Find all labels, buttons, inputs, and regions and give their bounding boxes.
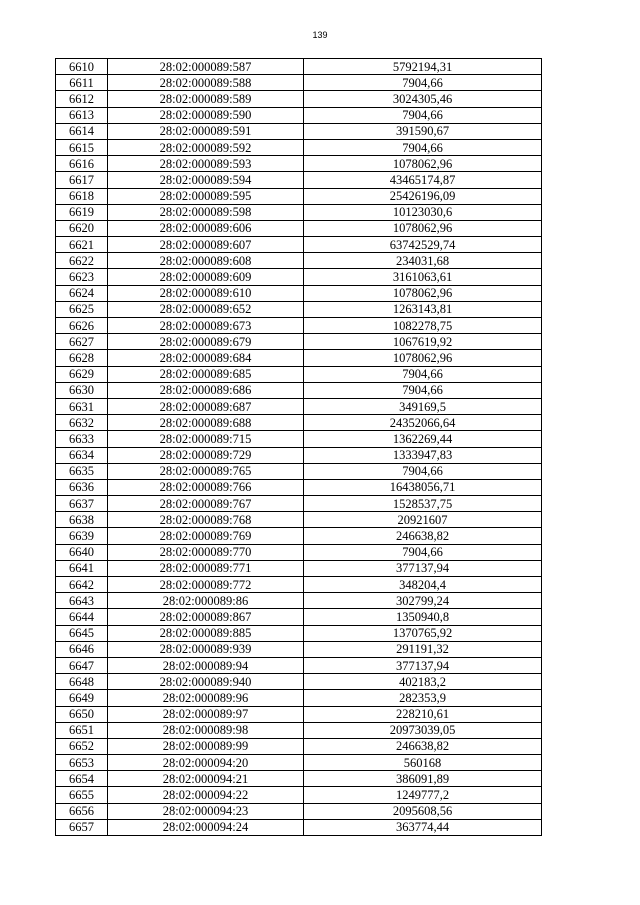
cadastral-number-cell: 28:02:000089:587 bbox=[108, 59, 304, 75]
table-row bbox=[56, 334, 542, 350]
row-number-cell: 6616 bbox=[56, 156, 108, 172]
cadastral-value-cell: 246638,82 bbox=[304, 738, 542, 754]
cadastral-number-cell: 28:02:000089:765 bbox=[108, 463, 304, 479]
cadastral-value-cell: 402183,2 bbox=[304, 674, 542, 690]
row-number-cell: 6613 bbox=[56, 107, 108, 123]
table-row bbox=[56, 593, 542, 609]
cadastral-value-cell: 1078062,96 bbox=[304, 285, 542, 301]
cadastral-number-cell: 28:02:000089:606 bbox=[108, 220, 304, 236]
cadastral-value-cell: 1263143,81 bbox=[304, 301, 542, 317]
cadastral-number-cell: 28:02:000089:940 bbox=[108, 674, 304, 690]
cadastral-number-cell: 28:02:000089:589 bbox=[108, 91, 304, 107]
cadastral-value-table bbox=[55, 58, 542, 836]
row-number-cell: 6650 bbox=[56, 706, 108, 722]
cadastral-value-cell: 1362269,44 bbox=[304, 431, 542, 447]
table-row bbox=[56, 59, 542, 75]
cadastral-number-cell: 28:02:000089:590 bbox=[108, 107, 304, 123]
cadastral-number-cell: 28:02:000089:729 bbox=[108, 447, 304, 463]
cadastral-value-cell: 20921607 bbox=[304, 512, 542, 528]
row-number-cell: 6651 bbox=[56, 722, 108, 738]
table-row bbox=[56, 398, 542, 414]
cadastral-value-cell: 20973039,05 bbox=[304, 722, 542, 738]
cadastral-value-cell: 1350940,8 bbox=[304, 609, 542, 625]
row-number-cell: 6634 bbox=[56, 447, 108, 463]
cadastral-value-cell: 10123030,6 bbox=[304, 204, 542, 220]
cadastral-number-cell: 28:02:000089:687 bbox=[108, 398, 304, 414]
row-number-cell: 6623 bbox=[56, 269, 108, 285]
table-row bbox=[56, 91, 542, 107]
row-number-cell: 6649 bbox=[56, 690, 108, 706]
table-row bbox=[56, 123, 542, 139]
table-row bbox=[56, 463, 542, 479]
row-number-cell: 6647 bbox=[56, 657, 108, 673]
cadastral-value-cell: 1067619,92 bbox=[304, 334, 542, 350]
row-number-cell: 6639 bbox=[56, 528, 108, 544]
cadastral-number-cell: 28:02:000089:768 bbox=[108, 512, 304, 528]
cadastral-number-cell: 28:02:000089:769 bbox=[108, 528, 304, 544]
row-number-cell: 6626 bbox=[56, 318, 108, 334]
table-row bbox=[56, 706, 542, 722]
row-number-cell: 6627 bbox=[56, 334, 108, 350]
table-row bbox=[56, 172, 542, 188]
cadastral-number-cell: 28:02:000089:608 bbox=[108, 253, 304, 269]
row-number-cell: 6652 bbox=[56, 738, 108, 754]
cadastral-number-cell: 28:02:000089:885 bbox=[108, 625, 304, 641]
cadastral-value-cell: 7904,66 bbox=[304, 107, 542, 123]
cadastral-number-cell: 28:02:000089:715 bbox=[108, 431, 304, 447]
row-number-cell: 6654 bbox=[56, 771, 108, 787]
table-row bbox=[56, 318, 542, 334]
table-row bbox=[56, 771, 542, 787]
cadastral-number-cell: 28:02:000089:770 bbox=[108, 544, 304, 560]
cadastral-value-cell: 3161063,61 bbox=[304, 269, 542, 285]
cadastral-value-cell: 349169,5 bbox=[304, 398, 542, 414]
table-row bbox=[56, 431, 542, 447]
table-row bbox=[56, 237, 542, 253]
cadastral-value-cell: 1528537,75 bbox=[304, 496, 542, 512]
row-number-cell: 6621 bbox=[56, 237, 108, 253]
row-number-cell: 6640 bbox=[56, 544, 108, 560]
table-row bbox=[56, 496, 542, 512]
table-row bbox=[56, 560, 542, 576]
table-row bbox=[56, 253, 542, 269]
cadastral-value-cell: 302799,24 bbox=[304, 593, 542, 609]
row-number-cell: 6615 bbox=[56, 139, 108, 155]
table-row bbox=[56, 75, 542, 91]
cadastral-value-cell: 7904,66 bbox=[304, 366, 542, 382]
cadastral-number-cell: 28:02:000089:594 bbox=[108, 172, 304, 188]
row-number-cell: 6611 bbox=[56, 75, 108, 91]
table-row bbox=[56, 415, 542, 431]
table-row bbox=[56, 382, 542, 398]
page-number: 139 bbox=[312, 30, 328, 40]
cadastral-value-cell: 1082278,75 bbox=[304, 318, 542, 334]
row-number-cell: 6645 bbox=[56, 625, 108, 641]
cadastral-value-cell: 43465174,87 bbox=[304, 172, 542, 188]
table-row bbox=[56, 350, 542, 366]
cadastral-value-cell: 7904,66 bbox=[304, 463, 542, 479]
table-row bbox=[56, 722, 542, 738]
table-row bbox=[56, 366, 542, 382]
cadastral-number-cell: 28:02:000089:593 bbox=[108, 156, 304, 172]
cadastral-value-cell: 7904,66 bbox=[304, 382, 542, 398]
cadastral-number-cell: 28:02:000089:688 bbox=[108, 415, 304, 431]
table-row bbox=[56, 641, 542, 657]
table-row bbox=[56, 803, 542, 819]
cadastral-number-cell: 28:02:000089:97 bbox=[108, 706, 304, 722]
table-row bbox=[56, 301, 542, 317]
cadastral-value-cell: 16438056,71 bbox=[304, 479, 542, 495]
row-number-cell: 6624 bbox=[56, 285, 108, 301]
table-row bbox=[56, 690, 542, 706]
cadastral-number-cell: 28:02:000089:86 bbox=[108, 593, 304, 609]
row-number-cell: 6635 bbox=[56, 463, 108, 479]
row-number-cell: 6618 bbox=[56, 188, 108, 204]
table-row bbox=[56, 755, 542, 771]
cadastral-value-cell: 377137,94 bbox=[304, 657, 542, 673]
cadastral-number-cell: 28:02:000089:98 bbox=[108, 722, 304, 738]
cadastral-number-cell: 28:02:000094:21 bbox=[108, 771, 304, 787]
cadastral-number-cell: 28:02:000094:20 bbox=[108, 755, 304, 771]
cadastral-number-cell: 28:02:000089:607 bbox=[108, 237, 304, 253]
cadastral-value-cell: 348204,4 bbox=[304, 577, 542, 593]
table-row bbox=[56, 609, 542, 625]
cadastral-number-cell: 28:02:000089:684 bbox=[108, 350, 304, 366]
row-number-cell: 6637 bbox=[56, 496, 108, 512]
row-number-cell: 6643 bbox=[56, 593, 108, 609]
table-row bbox=[56, 156, 542, 172]
cadastral-value-cell: 246638,82 bbox=[304, 528, 542, 544]
row-number-cell: 6655 bbox=[56, 787, 108, 803]
row-number-cell: 6636 bbox=[56, 479, 108, 495]
table-row bbox=[56, 512, 542, 528]
cadastral-number-cell: 28:02:000089:766 bbox=[108, 479, 304, 495]
cadastral-number-cell: 28:02:000089:595 bbox=[108, 188, 304, 204]
cadastral-number-cell: 28:02:000089:652 bbox=[108, 301, 304, 317]
cadastral-number-cell: 28:02:000089:591 bbox=[108, 123, 304, 139]
row-number-cell: 6633 bbox=[56, 431, 108, 447]
table-row bbox=[56, 674, 542, 690]
cadastral-number-cell: 28:02:000089:673 bbox=[108, 318, 304, 334]
table-row bbox=[56, 204, 542, 220]
row-number-cell: 6619 bbox=[56, 204, 108, 220]
row-number-cell: 6653 bbox=[56, 755, 108, 771]
table-row bbox=[56, 139, 542, 155]
cadastral-value-cell: 560168 bbox=[304, 755, 542, 771]
cadastral-value-cell: 7904,66 bbox=[304, 139, 542, 155]
row-number-cell: 6625 bbox=[56, 301, 108, 317]
cadastral-number-cell: 28:02:000089:771 bbox=[108, 560, 304, 576]
cadastral-value-cell: 234031,68 bbox=[304, 253, 542, 269]
cadastral-number-cell: 28:02:000089:685 bbox=[108, 366, 304, 382]
cadastral-number-cell: 28:02:000089:588 bbox=[108, 75, 304, 91]
cadastral-number-cell: 28:02:000089:610 bbox=[108, 285, 304, 301]
row-number-cell: 6656 bbox=[56, 803, 108, 819]
table-row bbox=[56, 544, 542, 560]
row-number-cell: 6631 bbox=[56, 398, 108, 414]
cadastral-value-cell: 363774,44 bbox=[304, 819, 542, 835]
table-row bbox=[56, 220, 542, 236]
table-row bbox=[56, 657, 542, 673]
row-number-cell: 6628 bbox=[56, 350, 108, 366]
cadastral-number-cell: 28:02:000094:23 bbox=[108, 803, 304, 819]
table-row bbox=[56, 787, 542, 803]
cadastral-value-cell: 1370765,92 bbox=[304, 625, 542, 641]
row-number-cell: 6646 bbox=[56, 641, 108, 657]
row-number-cell: 6617 bbox=[56, 172, 108, 188]
table-row bbox=[56, 577, 542, 593]
cadastral-number-cell: 28:02:000089:767 bbox=[108, 496, 304, 512]
row-number-cell: 6632 bbox=[56, 415, 108, 431]
row-number-cell: 6629 bbox=[56, 366, 108, 382]
cadastral-number-cell: 28:02:000089:679 bbox=[108, 334, 304, 350]
cadastral-value-cell: 24352066,64 bbox=[304, 415, 542, 431]
cadastral-value-cell: 1078062,96 bbox=[304, 350, 542, 366]
row-number-cell: 6641 bbox=[56, 560, 108, 576]
table-row bbox=[56, 625, 542, 641]
table-row bbox=[56, 447, 542, 463]
cadastral-value-cell: 63742529,74 bbox=[304, 237, 542, 253]
cadastral-number-cell: 28:02:000089:939 bbox=[108, 641, 304, 657]
table-row bbox=[56, 107, 542, 123]
cadastral-number-cell: 28:02:000089:686 bbox=[108, 382, 304, 398]
table-row bbox=[56, 479, 542, 495]
cadastral-value-cell: 7904,66 bbox=[304, 75, 542, 91]
cadastral-number-cell: 28:02:000089:99 bbox=[108, 738, 304, 754]
row-number-cell: 6610 bbox=[56, 59, 108, 75]
cadastral-number-cell: 28:02:000089:94 bbox=[108, 657, 304, 673]
row-number-cell: 6612 bbox=[56, 91, 108, 107]
cadastral-value-cell: 25426196,09 bbox=[304, 188, 542, 204]
cadastral-number-cell: 28:02:000089:867 bbox=[108, 609, 304, 625]
cadastral-value-cell: 291191,32 bbox=[304, 641, 542, 657]
cadastral-value-cell: 3024305,46 bbox=[304, 91, 542, 107]
table-row bbox=[56, 188, 542, 204]
cadastral-value-cell: 1333947,83 bbox=[304, 447, 542, 463]
row-number-cell: 6648 bbox=[56, 674, 108, 690]
cadastral-number-cell: 28:02:000089:609 bbox=[108, 269, 304, 285]
cadastral-number-cell: 28:02:000094:24 bbox=[108, 819, 304, 835]
cadastral-value-cell: 391590,67 bbox=[304, 123, 542, 139]
table-row bbox=[56, 819, 542, 835]
cadastral-value-cell: 386091,89 bbox=[304, 771, 542, 787]
table-row bbox=[56, 285, 542, 301]
row-number-cell: 6642 bbox=[56, 577, 108, 593]
cadastral-number-cell: 28:02:000089:592 bbox=[108, 139, 304, 155]
cadastral-value-cell: 7904,66 bbox=[304, 544, 542, 560]
cadastral-value-cell: 5792194,31 bbox=[304, 59, 542, 75]
row-number-cell: 6657 bbox=[56, 819, 108, 835]
cadastral-number-cell: 28:02:000089:598 bbox=[108, 204, 304, 220]
cadastral-value-cell: 282353,9 bbox=[304, 690, 542, 706]
table-row bbox=[56, 269, 542, 285]
table-row bbox=[56, 738, 542, 754]
cadastral-value-cell: 1249777,2 bbox=[304, 787, 542, 803]
cadastral-value-cell: 1078062,96 bbox=[304, 156, 542, 172]
row-number-cell: 6644 bbox=[56, 609, 108, 625]
cadastral-number-cell: 28:02:000089:96 bbox=[108, 690, 304, 706]
cadastral-value-cell: 1078062,96 bbox=[304, 220, 542, 236]
cadastral-value-cell: 2095608,56 bbox=[304, 803, 542, 819]
row-number-cell: 6630 bbox=[56, 382, 108, 398]
cadastral-value-cell: 377137,94 bbox=[304, 560, 542, 576]
table-body bbox=[56, 59, 542, 836]
row-number-cell: 6620 bbox=[56, 220, 108, 236]
row-number-cell: 6638 bbox=[56, 512, 108, 528]
row-number-cell: 6614 bbox=[56, 123, 108, 139]
cadastral-value-cell: 228210,61 bbox=[304, 706, 542, 722]
cadastral-number-cell: 28:02:000094:22 bbox=[108, 787, 304, 803]
table-row bbox=[56, 528, 542, 544]
row-number-cell: 6622 bbox=[56, 253, 108, 269]
cadastral-number-cell: 28:02:000089:772 bbox=[108, 577, 304, 593]
